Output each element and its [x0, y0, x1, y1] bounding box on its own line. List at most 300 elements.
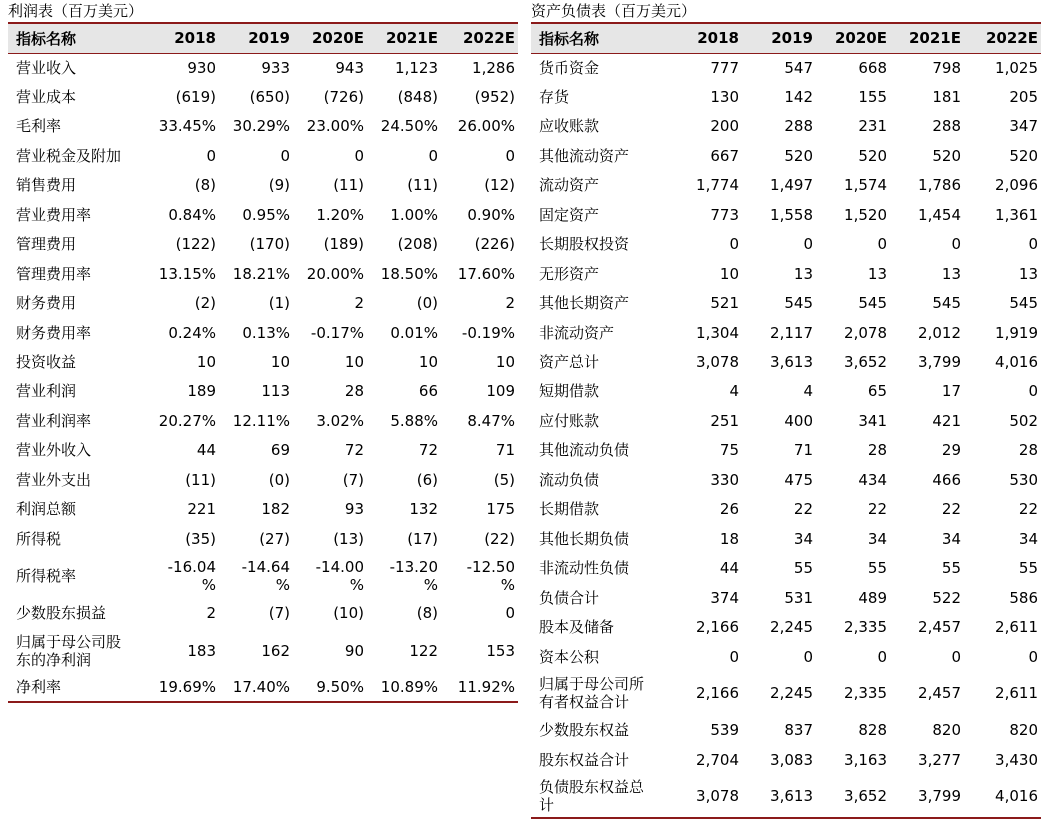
table-row	[8, 494, 518, 524]
row-value: 13	[867, 264, 887, 283]
row-label: 资本公积	[539, 647, 600, 666]
row-value: 0	[505, 146, 515, 165]
row-value: 1,919	[995, 323, 1038, 342]
income-statement-table	[8, 22, 518, 703]
row-value: 522	[932, 588, 961, 607]
row-label: 销售费用	[16, 176, 77, 194]
table-row	[8, 673, 518, 702]
row-value: 10	[495, 352, 515, 371]
row-value: 400	[784, 411, 813, 430]
row-label: 其他流动负债	[539, 441, 630, 459]
row-value: (10)	[333, 604, 364, 622]
row-label: 无形资产	[539, 264, 600, 283]
row-label: 营业外收入	[16, 441, 92, 459]
row-label: 存货	[539, 87, 570, 106]
row-label: 非流动性负债	[539, 559, 630, 577]
row-label: 归属于母公司所 有者权益合计	[539, 675, 645, 711]
row-value: 3,799	[918, 352, 961, 371]
row-value: 798	[932, 58, 961, 77]
income-header-year: 2019	[219, 23, 293, 53]
row-value: 0.24%	[168, 323, 216, 342]
table-row	[531, 170, 1041, 200]
row-value: (189)	[323, 235, 364, 253]
row-value: 773	[710, 205, 739, 224]
row-value: 10	[196, 352, 216, 371]
row-value: 586	[1009, 588, 1038, 607]
row-label: 货币资金	[539, 58, 600, 77]
row-value: 2,245	[770, 684, 813, 702]
row-label: 负债股东权益总 计	[531, 774, 668, 818]
balance-sheet-title: 资产负债表（百万美元）	[531, 2, 697, 20]
row-value: 2,335	[844, 684, 887, 702]
row-value: 4,016	[995, 352, 1038, 371]
row-value: 23.00%	[306, 117, 364, 135]
table-row	[8, 598, 518, 628]
table-row	[8, 259, 518, 288]
row-value: 30.29%	[232, 117, 290, 135]
row-value: 2,012	[918, 323, 961, 342]
row-value: 0.90%	[467, 205, 515, 224]
row-value: 66	[418, 382, 438, 400]
row-value: 1,286	[472, 58, 515, 77]
table-row	[8, 347, 518, 376]
row-value: 4	[729, 382, 739, 400]
row-value: (27)	[259, 529, 290, 548]
table-row	[8, 376, 518, 406]
row-value: 0.95%	[242, 205, 290, 224]
row-value: 17	[941, 382, 961, 400]
row-value: 545	[1009, 294, 1038, 312]
row-label: 毛利率	[16, 117, 62, 135]
table-row	[531, 435, 1041, 465]
row-value: 2	[505, 294, 515, 312]
income-body	[8, 53, 518, 702]
row-value: (35)	[185, 529, 216, 548]
row-value: 44	[196, 441, 216, 459]
row-label: 负债合计	[539, 588, 600, 607]
row-value: 109	[486, 382, 515, 400]
row-value: 1,123	[395, 58, 438, 77]
row-label: 长期借款	[539, 500, 600, 518]
row-value: 2,096	[995, 176, 1038, 194]
row-value: (13)	[333, 529, 364, 548]
row-value: 65	[867, 382, 887, 400]
balance-sheet-panel	[531, 0, 1041, 819]
row-label: 短期借款	[539, 382, 600, 400]
row-value: 10	[418, 352, 438, 371]
table-row	[531, 318, 1041, 347]
row-value: -0.19%	[461, 323, 515, 342]
row-value: 33.45%	[158, 117, 216, 135]
row-value: 475	[784, 470, 813, 489]
row-value: 0	[803, 235, 813, 253]
row-value: 5.88%	[390, 411, 438, 430]
table-row	[531, 82, 1041, 111]
row-label: 流动负债	[539, 470, 600, 489]
row-value: 0	[1028, 382, 1038, 400]
row-value: (6)	[416, 470, 438, 489]
income-statement-panel	[8, 0, 518, 703]
row-label: 投资收益	[16, 352, 77, 371]
row-value: 820	[932, 721, 961, 739]
row-value: 0	[877, 647, 887, 666]
row-label: 财务费用率	[16, 323, 92, 342]
row-value: 1,361	[995, 205, 1038, 224]
row-value: -0.17%	[310, 323, 364, 342]
row-label: 应付账款	[539, 411, 600, 430]
row-value: 3,799	[890, 774, 964, 818]
row-label: 少数股东权益	[539, 721, 630, 739]
row-value: (7)	[342, 470, 364, 489]
row-value: 3,078	[696, 352, 739, 371]
balance-header-year: 2018	[668, 23, 742, 53]
row-label: 长期股权投资	[539, 235, 630, 253]
row-value: 153	[486, 641, 515, 660]
row-label: 营业利润	[16, 382, 77, 400]
row-value: 2,117	[770, 323, 813, 342]
row-value: 231	[858, 117, 887, 135]
row-value: 3,083	[770, 750, 813, 769]
income-header-row	[8, 23, 518, 53]
row-value: 341	[858, 411, 887, 430]
row-label: 流动资产	[539, 176, 600, 194]
table-row	[8, 406, 518, 435]
row-value: 3,430	[995, 750, 1038, 769]
row-value: (11)	[185, 470, 216, 489]
row-value: 19.69%	[145, 673, 219, 702]
row-value: 55	[941, 559, 961, 577]
row-value: 55	[793, 559, 813, 577]
row-value: 1.00%	[390, 205, 438, 224]
row-value: 820	[1009, 721, 1038, 739]
row-value: -12.50 %	[466, 557, 515, 594]
row-value: 0	[877, 235, 887, 253]
row-value: 251	[710, 411, 739, 430]
row-value: 1,558	[770, 205, 813, 224]
row-value: 28	[344, 382, 364, 400]
row-value: 183	[187, 641, 216, 660]
row-value: 545	[858, 294, 887, 312]
table-row	[8, 170, 518, 200]
row-value: 2	[206, 604, 216, 622]
row-value: -14.64 %	[241, 557, 290, 594]
row-value: 1,786	[918, 176, 961, 194]
row-value: (5)	[493, 470, 515, 489]
row-value: (0)	[416, 294, 438, 312]
row-value: (11)	[333, 176, 364, 194]
row-value: 2,457	[918, 684, 961, 702]
row-value: 9.50%	[293, 673, 367, 702]
row-value: 545	[932, 294, 961, 312]
table-row	[531, 553, 1041, 583]
row-value: (7)	[268, 604, 290, 622]
row-value: 122	[409, 641, 438, 660]
row-value: 668	[858, 58, 887, 77]
row-value: 44	[719, 559, 739, 577]
row-value: 1,454	[918, 205, 961, 224]
row-value: 0	[1028, 647, 1038, 666]
row-value: 466	[932, 470, 961, 489]
table-row	[531, 259, 1041, 288]
row-value: 205	[1009, 87, 1038, 106]
balance-header-name: 指标名称	[531, 23, 668, 53]
balance-header-year: 2019	[742, 23, 816, 53]
row-value: 0	[354, 146, 364, 165]
row-value: 11.92%	[441, 673, 518, 702]
row-value: (17)	[407, 529, 438, 548]
balance-body	[531, 53, 1041, 818]
row-value: 489	[858, 588, 887, 607]
row-value: 502	[1009, 411, 1038, 430]
row-value: 28	[867, 441, 887, 459]
row-value: 520	[858, 146, 887, 165]
row-value: 22	[941, 500, 961, 518]
row-value: 0	[505, 604, 515, 622]
row-value: 12.11%	[232, 411, 290, 430]
row-label: 管理费用	[16, 235, 77, 253]
row-value: 130	[710, 87, 739, 106]
table-row	[531, 642, 1041, 671]
row-value: 0	[428, 146, 438, 165]
row-value: (170)	[249, 235, 290, 253]
row-label: 营业利润率	[16, 411, 92, 430]
row-label: 股本及储备	[539, 618, 615, 636]
row-label: 营业收入	[16, 58, 77, 77]
table-row	[531, 524, 1041, 553]
balance-header-year: 2020E	[816, 23, 890, 53]
row-value: 2,166	[696, 684, 739, 702]
row-value: 2,166	[696, 618, 739, 636]
row-value: 2,335	[844, 618, 887, 636]
table-row	[531, 229, 1041, 259]
row-label: 营业外支出	[16, 470, 92, 489]
row-value: 10	[719, 264, 739, 283]
row-label: 所得税率	[16, 566, 77, 585]
row-value: 18	[719, 529, 739, 548]
row-label: 固定资产	[539, 205, 600, 224]
row-label: 非流动资产	[539, 323, 615, 342]
table-row	[531, 53, 1041, 82]
row-value: (619)	[175, 87, 216, 106]
income-header-year: 2018	[145, 23, 219, 53]
table-row	[8, 141, 518, 170]
row-value: 1,025	[995, 58, 1038, 77]
row-value: 3,163	[844, 750, 887, 769]
row-value: 4	[803, 382, 813, 400]
table-row	[8, 435, 518, 465]
row-value: 13.15%	[158, 264, 216, 283]
table-row	[8, 553, 518, 598]
row-label: 营业税金及附加	[16, 146, 122, 165]
table-row	[531, 465, 1041, 494]
balance-header-row	[531, 23, 1041, 53]
row-value: (9)	[268, 176, 290, 194]
row-value: 1,774	[696, 176, 739, 194]
row-value: 34	[941, 529, 961, 548]
row-value: (11)	[407, 176, 438, 194]
row-value: -14.00 %	[315, 557, 364, 594]
row-label: 营业成本	[16, 87, 77, 106]
row-value: 2	[354, 294, 364, 312]
income-header-year: 2020E	[293, 23, 367, 53]
row-value: 221	[187, 500, 216, 518]
row-value: (208)	[397, 235, 438, 253]
row-value: 17.40%	[219, 673, 293, 702]
row-value: 3,277	[918, 750, 961, 769]
row-value: 547	[784, 58, 813, 77]
table-row	[531, 494, 1041, 524]
row-value: (650)	[249, 87, 290, 106]
row-value: 0.01%	[390, 323, 438, 342]
row-value: (1)	[268, 294, 290, 312]
balance-header-year: 2022E	[964, 23, 1041, 53]
row-value: 22	[1018, 500, 1038, 518]
row-value: 3,613	[770, 352, 813, 371]
row-value: 0.13%	[242, 323, 290, 342]
table-row	[531, 745, 1041, 774]
row-value: 520	[932, 146, 961, 165]
row-label: 其他长期负债	[539, 529, 630, 548]
table-row	[8, 288, 518, 318]
row-label: 应收账款	[539, 117, 600, 135]
row-value: (8)	[194, 176, 216, 194]
row-value: 155	[858, 87, 887, 106]
row-value: (2)	[194, 294, 216, 312]
row-value: 347	[1009, 117, 1038, 135]
table-row	[8, 53, 518, 82]
row-value: 29	[941, 441, 961, 459]
row-value: 69	[270, 441, 290, 459]
row-label: 净利率	[8, 673, 145, 702]
row-value: 93	[344, 500, 364, 518]
row-value: 539	[710, 721, 739, 739]
row-value: 521	[710, 294, 739, 312]
row-value: 0	[803, 647, 813, 666]
row-value: 18.21%	[232, 264, 290, 283]
row-label: 营业费用率	[16, 205, 92, 224]
row-value: 828	[858, 721, 887, 739]
row-value: (12)	[484, 176, 515, 194]
row-value: 3.02%	[316, 411, 364, 430]
row-value: 531	[784, 588, 813, 607]
row-value: 8.47%	[467, 411, 515, 430]
row-value: 162	[261, 641, 290, 660]
row-value: 0	[280, 146, 290, 165]
row-value: 2,078	[844, 323, 887, 342]
row-value: 0	[951, 235, 961, 253]
row-value: 10.89%	[367, 673, 441, 702]
row-value: 0	[1028, 235, 1038, 253]
row-value: 2,704	[696, 750, 739, 769]
row-value: 530	[1009, 470, 1038, 489]
row-value: 24.50%	[380, 117, 438, 135]
row-value: 55	[867, 559, 887, 577]
row-label: 资产总计	[539, 352, 600, 371]
row-value: (8)	[416, 604, 438, 622]
row-label: 财务费用	[16, 294, 77, 312]
row-value: 943	[335, 58, 364, 77]
row-value: 1,497	[770, 176, 813, 194]
row-value: 1,304	[696, 323, 739, 342]
row-value: 20.27%	[158, 411, 216, 430]
income-header-year: 2022E	[441, 23, 518, 53]
row-label: 其他长期资产	[539, 294, 630, 312]
row-value: 10	[270, 352, 290, 371]
row-value: 520	[1009, 146, 1038, 165]
row-label: 管理费用率	[16, 264, 92, 283]
row-value: (952)	[474, 87, 515, 106]
table-row	[531, 200, 1041, 229]
row-value: 930	[187, 58, 216, 77]
table-row	[8, 318, 518, 347]
row-value: (726)	[323, 87, 364, 106]
row-value: 181	[932, 87, 961, 106]
row-value: 13	[941, 264, 961, 283]
table-row	[8, 524, 518, 553]
row-value: 189	[187, 382, 216, 400]
table-row	[8, 229, 518, 259]
row-value: 421	[932, 411, 961, 430]
income-header-year: 2021E	[367, 23, 441, 53]
table-row	[8, 200, 518, 229]
row-value: 13	[1018, 264, 1038, 283]
row-label: 利润总额	[16, 500, 77, 518]
row-value: 34	[867, 529, 887, 548]
row-value: 3,652	[844, 352, 887, 371]
row-value: 182	[261, 500, 290, 518]
row-value: 20.00%	[306, 264, 364, 283]
row-value: 4,016	[964, 774, 1041, 818]
balance-header-year: 2021E	[890, 23, 964, 53]
row-value: 2,245	[770, 618, 813, 636]
row-value: 2,611	[995, 618, 1038, 636]
row-value: 75	[719, 441, 739, 459]
row-value: 113	[261, 382, 290, 400]
table-row	[531, 715, 1041, 745]
table-row	[531, 288, 1041, 318]
row-value: 0.84%	[168, 205, 216, 224]
row-value: 330	[710, 470, 739, 489]
row-value: 71	[495, 441, 515, 459]
row-value: 2,611	[995, 684, 1038, 702]
row-value: 3,613	[742, 774, 816, 818]
row-value: -13.20 %	[389, 557, 438, 594]
table-row	[531, 774, 1041, 818]
row-value: 13	[793, 264, 813, 283]
row-value: -16.04 %	[167, 557, 216, 594]
row-value: 175	[486, 500, 515, 518]
row-value: 1,574	[844, 176, 887, 194]
table-row	[8, 111, 518, 141]
row-value: 288	[932, 117, 961, 135]
row-value: 2,457	[918, 618, 961, 636]
row-label: 所得税	[16, 529, 62, 548]
table-row	[531, 583, 1041, 612]
income-header-name: 指标名称	[8, 23, 145, 53]
table-row	[531, 406, 1041, 435]
table-row	[8, 465, 518, 494]
row-value: 18.50%	[380, 264, 438, 283]
row-value: 3,652	[816, 774, 890, 818]
row-label: 少数股东损益	[16, 604, 107, 622]
row-value: (226)	[474, 235, 515, 253]
row-value: 0	[729, 647, 739, 666]
row-value: 142	[784, 87, 813, 106]
row-value: 777	[710, 58, 739, 77]
row-value: 55	[1018, 559, 1038, 577]
row-value: 34	[793, 529, 813, 548]
row-value: 34	[1018, 529, 1038, 548]
